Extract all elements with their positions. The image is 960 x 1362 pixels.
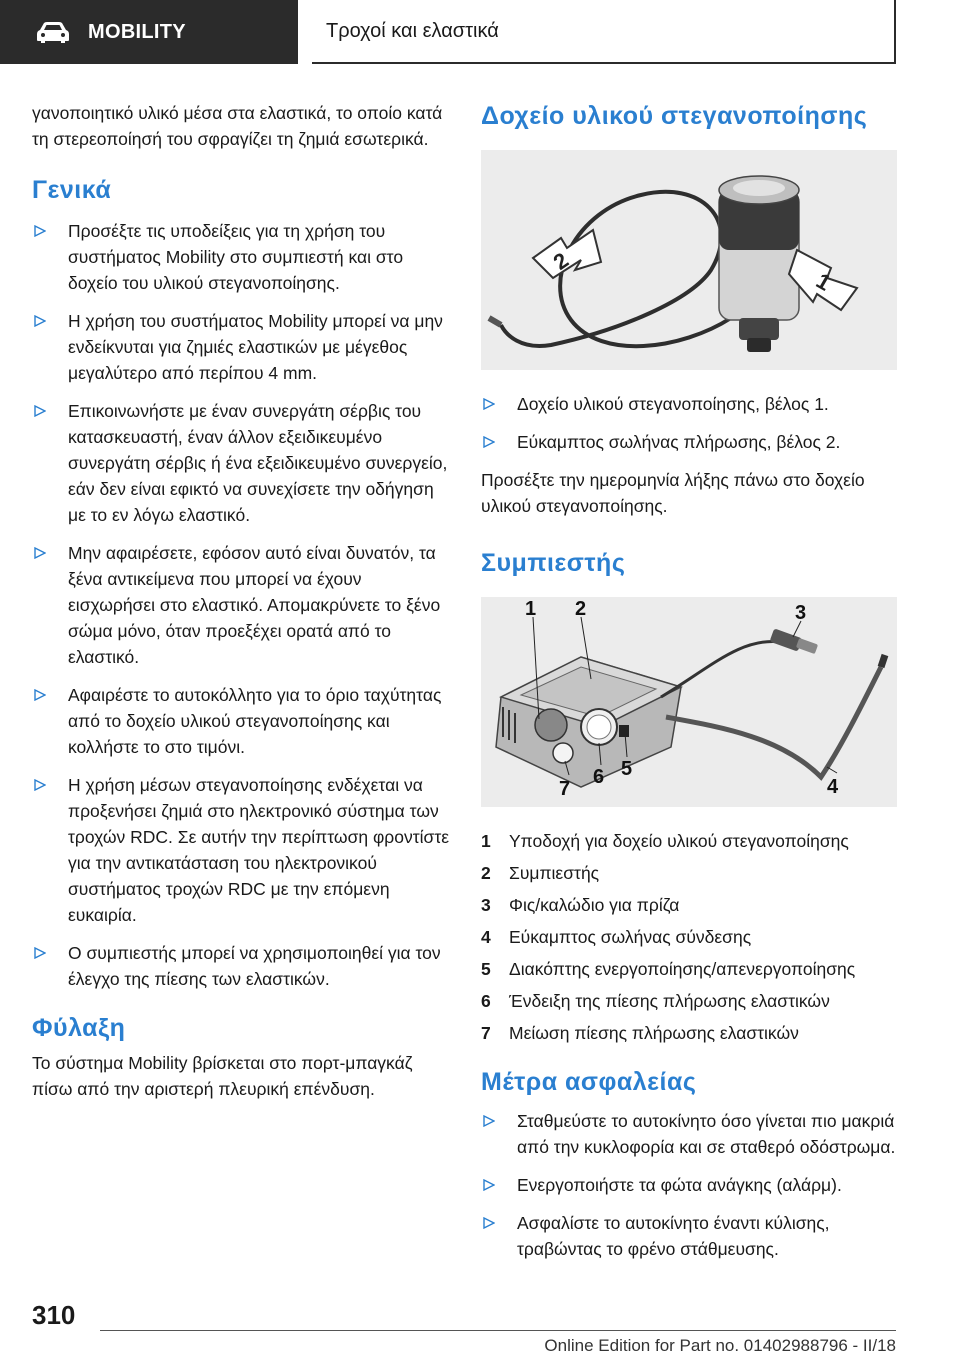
callout-2: 2 bbox=[575, 598, 587, 620]
mobility-tab bbox=[0, 0, 298, 64]
container-note: Προσέξτε την ημερομηνία λήξης πάνω στο δοχείο υλικού στεγανοποίησης. bbox=[481, 470, 865, 516]
container-list bbox=[481, 391, 897, 455]
legend-item: 2 Συμπιεστής bbox=[481, 863, 600, 883]
callout-6: 6 bbox=[593, 766, 605, 788]
list-item: Μην αφαιρέσετε, εφόσον αυτό είναι δυνατόν, τα ξένα αντικείμενα που μπορεί να έχουν εισχωρήσει στο ελαστικό. Απομακρύνετε το ξένο σώμα μόνο, όταν προεξέχει ορατά από το ελαστικό. bbox=[32, 540, 450, 670]
list-item: Σταθμεύστε το αυτοκίνητο όσο γίνεται πιο μακριά από την κυκλοφορία και σε σταθερό οδόστρωμα. bbox=[481, 1108, 897, 1160]
bullet-triangle-icon bbox=[34, 315, 46, 327]
bullet-triangle-icon bbox=[483, 1115, 495, 1127]
bullet-triangle-icon bbox=[483, 1179, 495, 1191]
bullet-triangle-icon bbox=[483, 436, 495, 448]
safety-heading: Μέτρα ασφαλείας bbox=[481, 1068, 697, 1096]
list-item: Δοχείο υλικού στεγανοποίησης, βέλος 1. bbox=[481, 391, 897, 417]
chapter-title: Τροχοί και ελαστικά bbox=[326, 19, 499, 42]
legend-item: 4 Εύκαμπτος σωλήνας σύνδεσης bbox=[481, 927, 752, 947]
list-item: Ασφαλίστε το αυτοκίνητο έναντι κύλισης, τραβώντας το φρένο στάθμευσης. bbox=[481, 1210, 897, 1262]
list-item: Προσέξτε τις υποδείξεις για τη χρήση του συστήματος Mobility στο συμπιεστή και στο δοχείο του υλικού στεγανοποίησης. bbox=[32, 218, 450, 296]
callout-1: 1 bbox=[525, 598, 537, 620]
page-header bbox=[0, 0, 960, 66]
list-item: Εύκαμπτος σωλήνας πλήρωσης, βέλος 2. bbox=[481, 429, 897, 455]
legend-item: 3 Φις/καλώδιο για πρίζα bbox=[481, 895, 680, 915]
general-heading: Γενικά bbox=[32, 176, 112, 204]
tab-label: MOBILITY bbox=[88, 20, 186, 43]
callout-3: 3 bbox=[795, 602, 807, 624]
legend-item: 7 Μείωση πίεσης πλήρωσης ελαστικών bbox=[481, 1023, 799, 1043]
legend-item: 5 Διακόπτης ενεργοποίησης/απενεργοποίησης bbox=[481, 959, 856, 979]
left-column bbox=[32, 100, 450, 1102]
compressor-heading: Συμπιεστής bbox=[481, 549, 626, 577]
sealant-container-figure bbox=[481, 150, 897, 370]
safety-list bbox=[481, 1108, 897, 1262]
compressor-legend bbox=[481, 828, 897, 1046]
container-heading: Δοχείο υλικού στεγανοποίησης bbox=[481, 102, 868, 130]
bullet-triangle-icon bbox=[483, 398, 495, 410]
arrow-2-label: 2 bbox=[548, 247, 574, 275]
intro-paragraph: γανοποιητικό υλικό μέσα στα ελαστικά, το οποίο κατά τη στερεοποίησή του σφραγίζει τη ζημιά εσωτερικά. bbox=[32, 103, 443, 149]
right-column bbox=[481, 100, 897, 1274]
storage-heading: Φύλαξη bbox=[32, 1014, 126, 1042]
page-number: 310 bbox=[32, 1300, 76, 1330]
list-item: Αφαιρέστε το αυτοκόλλητο για το όριο ταχύτητας από το δοχείο υλικού στεγανοποίησης και κολλήστε το στο τιμόνι. bbox=[32, 682, 450, 760]
list-item: Επικοινωνήστε με έναν συνεργάτη σέρβις του κατασκευαστή, έναν άλλον εξειδικευμένο συνεργάτη σέρβις ή ένα εξειδικευμένο συνεργείο, εάν δεν είναι εφικτό να συνεχίσετε την οδήγηση με το εν λόγω ελαστικό. bbox=[32, 398, 450, 528]
list-item: Ο συμπιεστής μπορεί να χρησιμοποιηθεί για τον έλεγχο της πίεσης των ελαστικών. bbox=[32, 940, 450, 992]
list-item: Ενεργοποιήστε τα φώτα ανάγκης (αλάρμ). bbox=[481, 1172, 897, 1198]
bullet-triangle-icon bbox=[34, 547, 46, 559]
arrow-1-label: 1 bbox=[812, 267, 836, 296]
legend-item: 1 Υποδοχή για δοχείο υλικού στεγανοποίησης bbox=[481, 831, 849, 851]
callout-4: 4 bbox=[827, 776, 839, 798]
footer-divider bbox=[100, 1330, 896, 1331]
callout-7: 7 bbox=[559, 778, 571, 800]
storage-paragraph: Το σύστημα Mobility βρίσκεται στο πορτ-μπαγκάζ πίσω από την αριστερή πλευρική επένδυση. bbox=[32, 1053, 413, 1099]
callout-5: 5 bbox=[621, 758, 633, 780]
bullet-triangle-icon bbox=[34, 779, 46, 791]
legend-item: 6 Ένδειξη της πίεσης πλήρωσης ελαστικών bbox=[481, 991, 830, 1011]
chapter-title-box bbox=[312, 0, 896, 64]
compressor-figure bbox=[481, 597, 897, 807]
bullet-triangle-icon bbox=[483, 1217, 495, 1229]
car-icon bbox=[36, 21, 70, 43]
bullet-triangle-icon bbox=[34, 689, 46, 701]
general-list bbox=[32, 218, 450, 992]
bullet-triangle-icon bbox=[34, 947, 46, 959]
bullet-triangle-icon bbox=[34, 225, 46, 237]
list-item: Η χρήση μέσων στεγανοποίησης ενδέχεται να προξενήσει ζημιά στο ηλεκτρονικό σύστημα των τροχών RDC. Σε αυτήν την περίπτωση φροντίστε για την αντικατάσταση του ηλεκτρονικού συστήματος τροχών RDC με την επόμενη ευκαιρία. bbox=[32, 772, 450, 928]
list-item: Η χρήση του συστήματος Mobility μπορεί να μην ενδείκνυται για ζημιές ελαστικών με μέγεθος μεγαλύτερο από περίπου 4 mm. bbox=[32, 308, 450, 386]
bullet-triangle-icon bbox=[34, 405, 46, 417]
edition-text: Online Edition for Part no. 01402988796 - II/18 bbox=[544, 1336, 896, 1355]
